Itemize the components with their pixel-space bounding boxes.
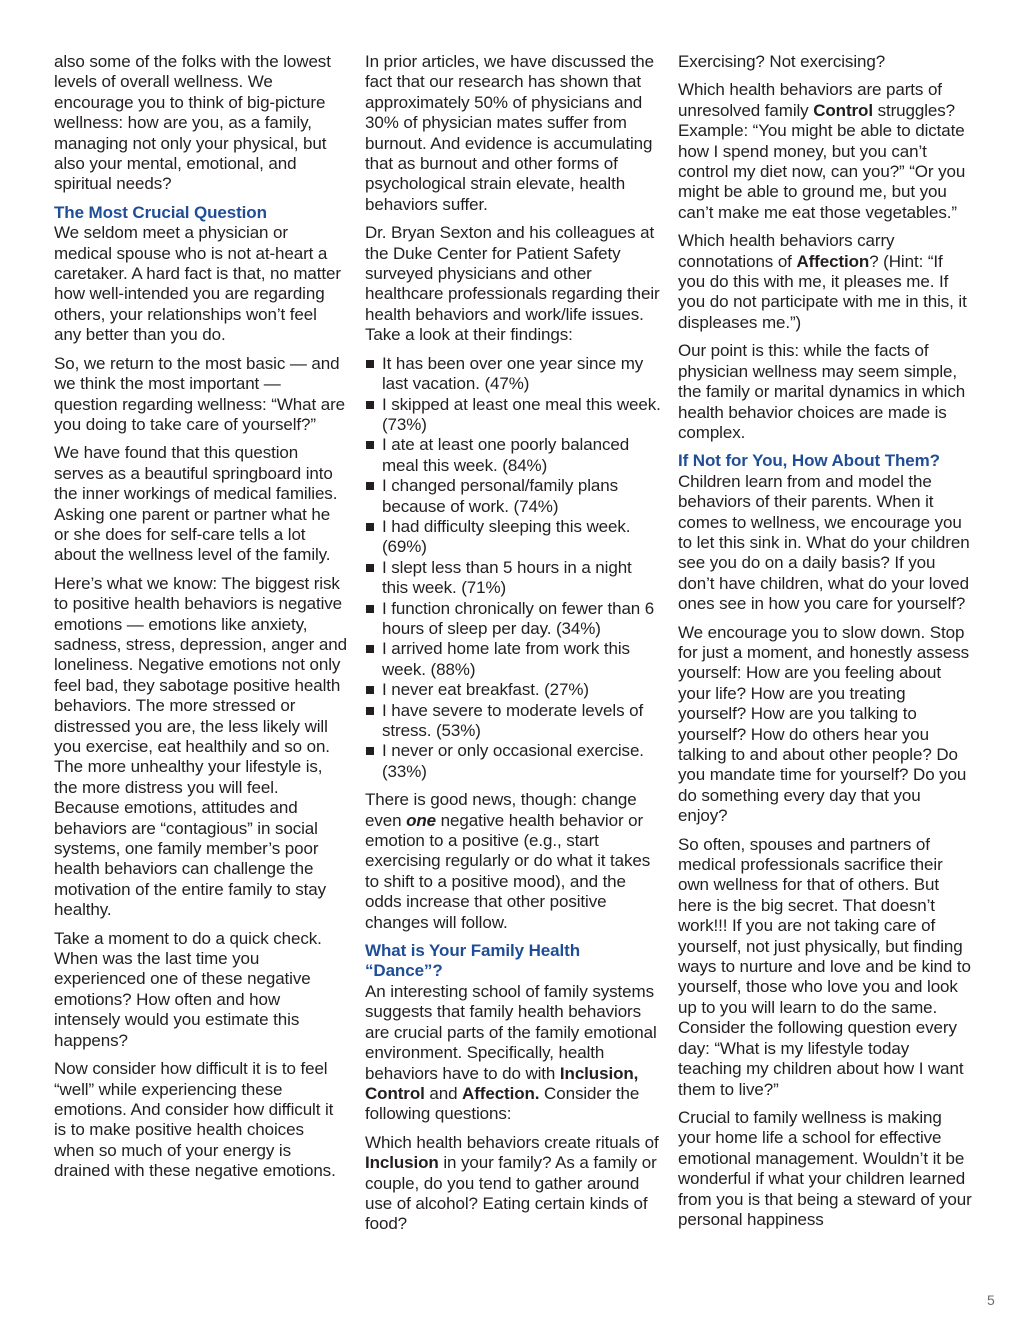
paragraph	[365, 1133, 661, 1235]
bold-inclusion-control: Inclusion, Control	[365, 1063, 639, 1103]
list-item: I arrived home late from work this week. (88%)	[365, 639, 661, 680]
text-run: in your family? As a family or couple, do you tend to gather around use of alcohol? Eating certain kinds of food?	[365, 1153, 657, 1234]
paragraph: also some of the folks with the lowest levels of overall wellness. We encourage you to think of big-picture wellness: how are you, as a family, managing not only your physical, but also your mental, emotional, and spiritual needs?	[54, 52, 331, 194]
paragraph	[365, 790, 661, 933]
paragraph: We seldom meet a physician or medical spouse who is not at-heart a caretaker. A hard fact is that, no matter how well-intended you are regarding others, your relationships won’t feel any better than you do.	[54, 223, 341, 345]
column-right	[678, 52, 974, 1238]
emphasis-one: one	[406, 810, 437, 830]
paragraph: So, we return to the most basic — and we think the most important — question regarding wellness: “What are you doing to take care of yourself?”	[54, 353, 346, 434]
bold-affection: Affection.	[462, 1083, 540, 1103]
list-item: I function chronically on fewer than 6 hours of sleep per day. (34%)	[365, 599, 661, 640]
text-run: Which health behaviors carry connotations of	[678, 231, 895, 271]
bold-control: Control	[813, 100, 873, 120]
paragraph: Children learn from and model the behaviors of their parents. When it comes to wellness, we encourage you to let this sink in. What do your children see you do on a daily basis? If you don’t have children, what do your loved ones see in how you care for yourself?	[678, 471, 970, 614]
paragraph: Exercising? Not exercising?	[678, 52, 886, 71]
text-run: An interesting school of family systems suggests that family health behaviors are crucial parts of the family emotional environment. Specifically, health behaviors have to do with	[365, 981, 657, 1083]
paragraph: We encourage you to slow down. Stop for just a moment, and honestly assess yourself: How are you feeling about your life? How are you treating yourself? How are you talking to yourself? How do others hear you talking to and about other people? Do you mandate time for yourself? Do you do something every day that you enjoy?	[678, 622, 970, 826]
list-item: I skipped at least one meal this week. (73%)	[365, 395, 661, 436]
text-run: struggles? Example: “You might be able to dictate how I spend money, but you can’t control my diet now, can you?” “Or you might be able to ground me, but you can’t make me eat those vegetables.”	[678, 100, 966, 222]
paragraph: Now consider how difficult it is to feel “well” while experiencing these emotions. And consider how difficult it is to make positive health choices when so much of your energy is drained with these negative emotions.	[54, 1059, 336, 1181]
heading-if-not-for-you: If Not for You, How About Them?	[678, 451, 940, 471]
paragraph: Crucial to family wellness is making your home life a school for effective emotional management. Wouldn’t it be wonderful if what your children learned from you is that being a steward of your personal happiness	[678, 1107, 972, 1229]
list-item: I changed personal/family plans because of work. (74%)	[365, 476, 661, 517]
list-item: It has been over one year since my last vacation. (47%)	[365, 354, 661, 395]
text-run: Which health behaviors are parts of unresolved family	[678, 80, 942, 120]
text-run: and	[424, 1083, 463, 1103]
findings-list	[365, 354, 661, 783]
bold-inclusion: Inclusion	[365, 1153, 439, 1173]
list-item: I ate at least one poorly balanced meal this week. (84%)	[365, 435, 661, 476]
paragraph: Here’s what we know: The biggest risk to positive health behaviors is negative emotions — emotions like anxiety, sadness, stress, depression, anger and loneliness. Negative emotions not only feel bad, they sabotage positive health behaviors. The more stressed or distressed you are, the less likely will you exercise, eat healthily and so on. The more unhealthy your lifestyle is, the more distress you will feel. Because emotions, attitudes and behaviors are “contagious” in social systems, one family member’s poor health behaviors can challenge the motivation of the entire family to stay healthy.	[54, 573, 347, 920]
paragraph: So often, spouses and partners of medical professionals sacrifice their own wellness for that of others. But here is the big secret. That doesn’t work!!! If you are not taking care of yourself, not just physically, but finding ways to nurture and love and be kind to yourself, those who love you and look up to you will learn to do the same. Consider the following question every day: “What is my lifestyle today teaching my children about how I want them to live?”	[678, 834, 971, 1099]
bold-affection: Affection	[796, 251, 870, 271]
heading-family-health-dance: What is Your Family Health “Dance”?	[365, 941, 580, 981]
page-number: 5	[987, 1292, 995, 1308]
paragraph: We have found that this question serves as a beautiful springboard into the inner workings of medical families. Asking one parent or partner what he or she does for self-care tells a lot about the wellness level of the family.	[54, 443, 338, 565]
paragraph: In prior articles, we have discussed the fact that our research has shown that approximately 50% of physicians and 30% of physician mates suffer from burnout. And evidence is accumulating that as burnout and other forms of psychological strain elevate, health behaviors suffer.	[365, 52, 654, 214]
paragraph	[678, 231, 974, 333]
heading-most-crucial-question: The Most Crucial Question	[54, 202, 267, 222]
paragraph	[678, 80, 974, 223]
text-run: ? (Hint: “If you do this with me, it pleases me. If you do not participate with me in this, it displeases me.”)	[678, 251, 967, 332]
paragraph: Take a moment to do a quick check. When was the last time you experienced one of these negative emotions? How often and how intensely would you estimate this happens?	[54, 928, 322, 1050]
column-left	[54, 52, 348, 1190]
text-run: negative health behavior or emotion to a positive (e.g., start exercising regularly or do what it takes to shift to a positive mood), and the odds increase that other positive changes will follow.	[365, 810, 651, 932]
paragraph: Our point is this: while the facts of physician wellness may seem simple, the family or marital dynamics in which health behavior choices are made is complex.	[678, 341, 966, 442]
list-item: I have severe to moderate levels of stress. (53%)	[365, 701, 661, 742]
text-run: There is good news, though: change even	[365, 790, 637, 830]
list-item: I slept less than 5 hours in a night this week. (71%)	[365, 558, 661, 599]
paragraph: Dr. Bryan Sexton and his colleagues at the Duke Center for Patient Safety surveyed physicians and other healthcare professionals regarding their health behaviors and work/life issues. Take a look at their findings:	[365, 223, 660, 345]
text-run: Which health behaviors create rituals of	[365, 1132, 659, 1152]
column-middle	[365, 52, 661, 1243]
list-item: I never or only occasional exercise. (33%)	[365, 741, 661, 782]
text-run: Consider the following questions:	[365, 1083, 640, 1124]
paragraph	[365, 982, 661, 1125]
list-item: I never eat breakfast. (27%)	[365, 680, 661, 700]
list-item: I had difficulty sleeping this week. (69%)	[365, 517, 661, 558]
